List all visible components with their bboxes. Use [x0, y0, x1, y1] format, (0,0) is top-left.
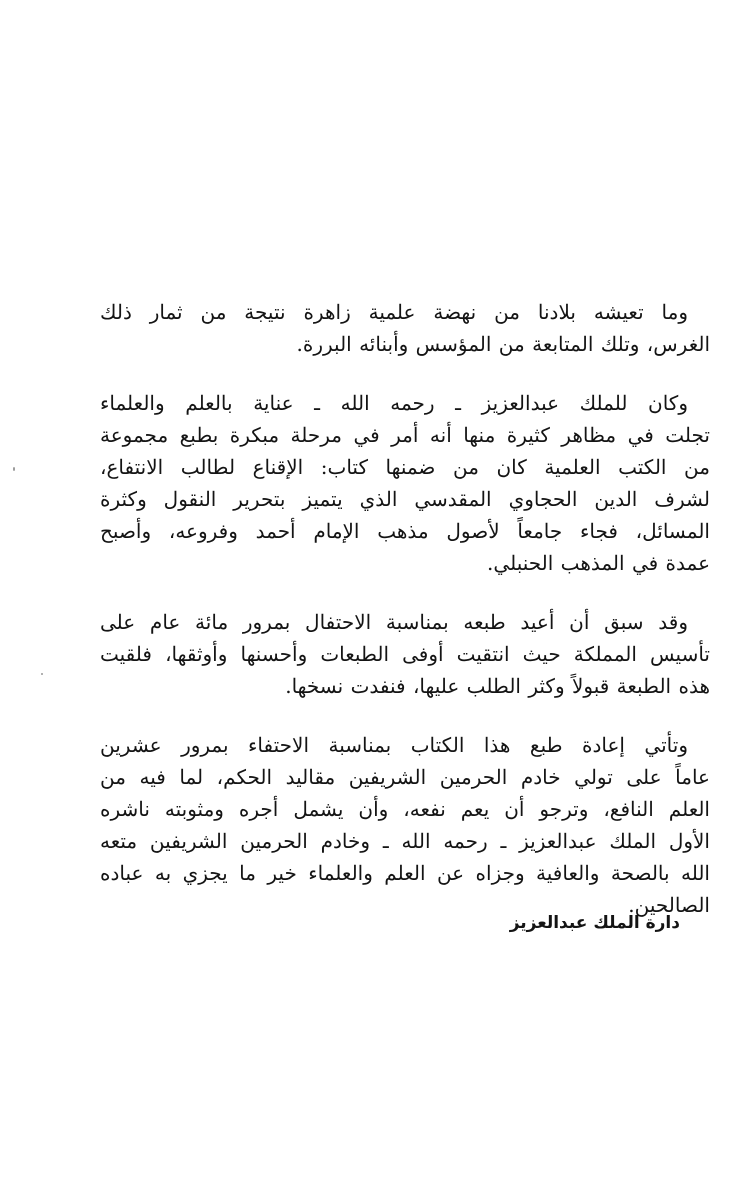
text-line: تأسيس المملكة حيث انتقيت أوفى الطبعات وأحسنها وأوثقها، فلقيت: [100, 642, 710, 666]
paragraph-1: [100, 296, 710, 360]
text-line: عاماً على تولي خادم الحرمين الشريفين مقاليد الحكم، لما فيه من: [100, 765, 710, 789]
text-line: الأول الملك عبدالعزيز ـ رحمه الله ـ وخادم الحرمين الشريفين متعه: [100, 829, 710, 853]
text-line: تجلت في مظاهر كثيرة منها أنه أمر في مرحلة مبكرة بطبع مجموعة: [100, 423, 710, 447]
text-line: عمدة في المذهب الحنبلي.: [487, 551, 710, 575]
paragraph-4: [100, 729, 710, 921]
text-line: وقد سبق أن أعيد طبعه بمناسبة الاحتفال بمرور مائة عام على: [100, 610, 688, 634]
text-line: العلم النافع، وترجو أن يعم نفعه، وأن يشمل أجره ومثوبته ناشره: [100, 797, 710, 821]
scan-speck: [13, 467, 15, 471]
text-line: الله بالصحة والعافية وجزاه عن العلم والعلماء خير ما يجزي به عباده: [100, 861, 710, 885]
text-line: وكان للملك عبدالعزيز ـ رحمه الله ـ عناية بالعلم والعلماء: [100, 391, 688, 415]
scan-speck: [41, 673, 43, 675]
paragraph-2: [100, 387, 710, 579]
body-text: [100, 296, 710, 948]
paragraph-3: [100, 606, 710, 702]
text-line: المسائل، فجاء جامعاً لأصول مذهب الإمام أحمد وفروعه، وأصبح: [100, 519, 710, 543]
text-line: وتأتي إعادة طبع هذا الكتاب بمناسبة الاحتفاء بمرور عشرين: [100, 733, 688, 757]
text-line: لشرف الدين الحجاوي المقدسي الذي يتميز بتحرير النقول وكثرة: [100, 487, 710, 511]
text-line: وما تعيشه بلادنا من نهضة علمية زاهرة نتيجة من ثمار ذلك: [100, 300, 688, 324]
text-line: الغرس، وتلك المتابعة من المؤسس وأبنائه البررة.: [296, 332, 710, 356]
text-line: هذه الطبعة قبولاً وكثر الطلب عليها، فنفدت نسخها.: [285, 674, 710, 698]
text-line: من الكتب العلمية كان من ضمنها كتاب: الإقناع لطالب الانتفاع،: [100, 455, 710, 479]
signature: دارة الملك عبدالعزيز: [509, 913, 680, 933]
text-line: الصالحين.: [628, 893, 710, 917]
